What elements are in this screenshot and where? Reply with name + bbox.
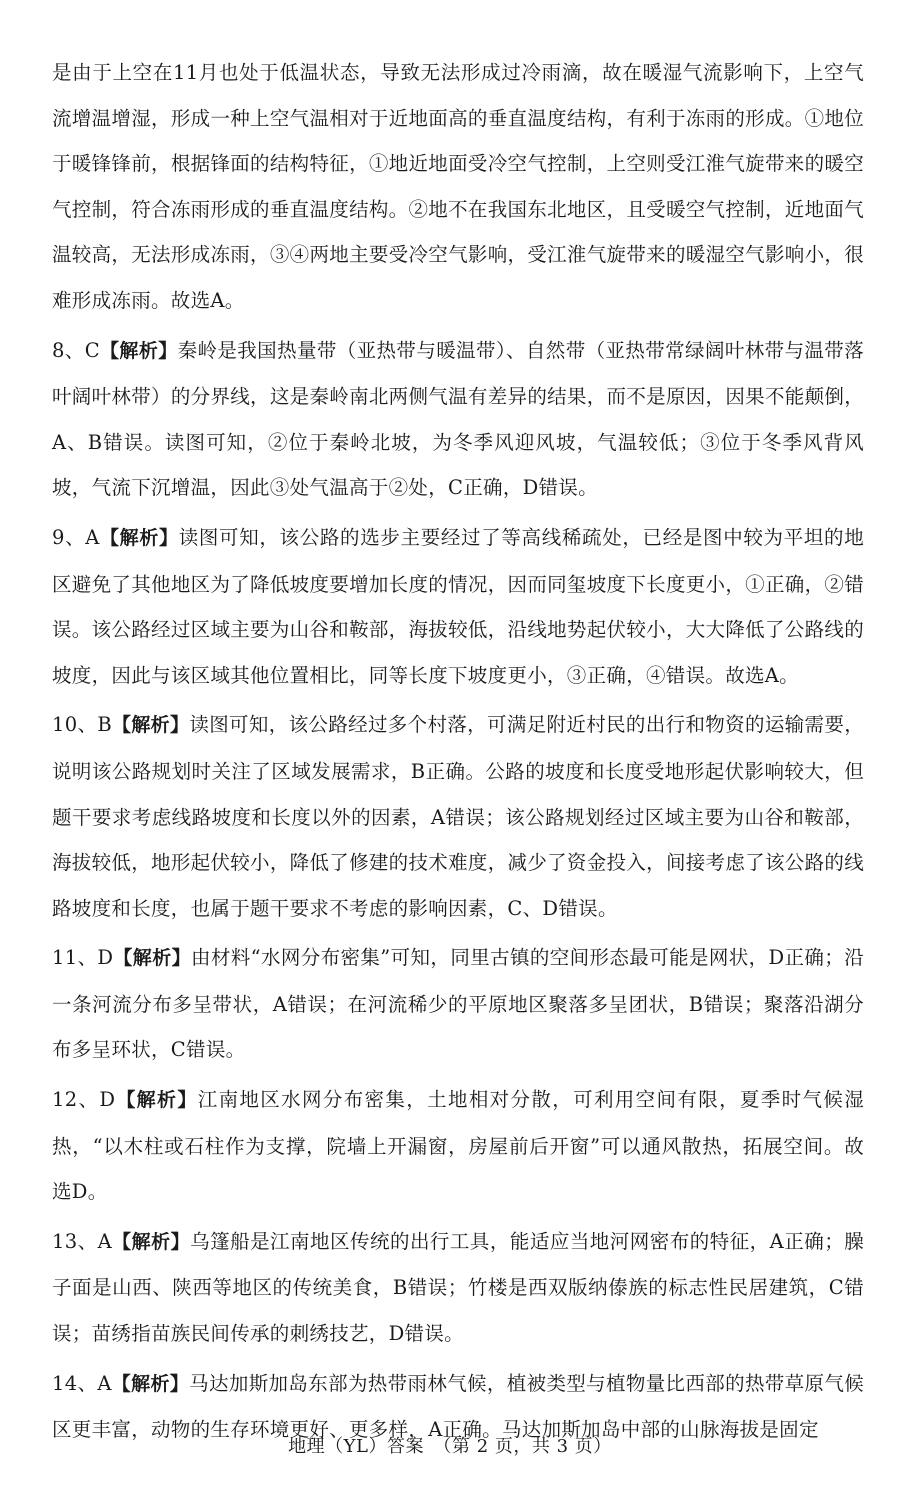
answer-item-8 xyxy=(52,328,864,511)
answer-item-12 xyxy=(52,1077,864,1215)
analysis-tag: 【解析】 xyxy=(99,526,179,549)
answer-letter: B xyxy=(97,713,112,737)
analysis-text: 江南地区水网分布密集，土地相对分散，可利用空间有限，夏季时气候湿热，“以木柱或石柱作为支撑，院墙上开漏窗，房屋前后开窗”可以通风散热，拓展空间。故选D。 xyxy=(52,1088,864,1204)
intro-text: 是由于上空在11月也处于低温状态，导致无法形成过冷雨滴，故在暖湿气流影响下，上空气流增温增湿，形成一种上空气温相对于近地面高的垂直温度结构，有利于冻雨的形成。①地位于暖锋锋前，根据锋面的结构特征，①地近地面受冷空气控制，上空则受江淮气旋带来的暖空气控制，符合冻雨形成的垂直温度结构。②地不在我国东北地区，且受暖空气控制，近地面气温较高，无法形成冻雨，③④两地主要受冷空气影响，受江淮气旋带来的暖湿空气影响小，很难形成冻雨。故选A。 xyxy=(52,61,864,312)
answer-letter: A xyxy=(85,525,100,549)
analysis-text: 乌篷船是江南地区传统的出行工具，能适应当地河网密布的特征，A正确；臊子面是山西、陕西等地区的传统美食，B错误；竹楼是西双版纳傣族的标志性民居建筑，C错误；苗绣指苗族民间传承的刺绣技艺，D错误。 xyxy=(52,1229,864,1346)
analysis-tag: 【解析】 xyxy=(111,1230,191,1253)
analysis-text: 读图可知，该公路的选步主要经过了等高线稀疏处，已经是图中较为平坦的地区避免了其他地区为了降低坡度要增加长度的情况，因而同玺坡度下长度更小，①正确，②错误。该公路经过区域主要为山谷和鞍部，海拔较低，沿线地势起伏较小，大大降低了公路线的坡度，因此与该区域其他位置相比，同等长度下坡度更小，③正确，④错误。故选A。 xyxy=(52,525,865,687)
answer-item-9 xyxy=(52,515,864,698)
answer-item-13 xyxy=(52,1219,864,1357)
page-footer: 地理（YL）答案 （第 2 页，共 3 页） xyxy=(288,1436,612,1457)
analysis-tag: 【解析】 xyxy=(113,947,191,970)
answer-letter: D xyxy=(97,946,114,970)
question-number: 12、 xyxy=(52,1088,100,1112)
analysis-tag: 【解析】 xyxy=(99,339,178,362)
question-number: 14、 xyxy=(52,1371,98,1395)
question-number: 8、 xyxy=(52,338,85,362)
answer-item-11 xyxy=(52,935,864,1073)
answer-item-10 xyxy=(52,702,864,931)
answer-document xyxy=(52,50,864,1457)
answer-letter: A xyxy=(97,1229,112,1253)
question-number: 9、 xyxy=(52,525,86,549)
answer-letter: A xyxy=(97,1371,112,1395)
analysis-tag: 【解析】 xyxy=(111,1372,190,1395)
analysis-tag: 【解析】 xyxy=(111,714,190,737)
analysis-text: 读图可知，该公路经过多个村落，可满足附近村民的出行和物资的运输需要，说明该公路规划时关注了区域发展需求，B正确。公路的坡度和长度受地形起伏影响较大，但题干要求考虑线路坡度和长度以外的因素，A错误；该公路规划经过区域主要为山谷和鞍部，海拔较低，地形起伏较小，降低了修建的技术难度，减少了资金投入，间接考虑了该公路的线路坡度和长度，也属于题干要求不考虑的影响因素，C、D错误。 xyxy=(52,713,865,920)
analysis-text: 由材料“水网分布密集”可知，同里古镇的空间形态最可能是网状，D正确；沿一条河流分布多呈带状，A错误；在河流稀少的平原地区聚落多呈团状，B错误；聚落沿湖分布多呈环状，C错误。 xyxy=(52,946,864,1062)
analysis-text: 马达加斯加岛东部为热带雨林气候，植被类型与植物量比西部的热带草原气候区更丰富，动物的生存环境更好、更多样，A正确。马达加斯加岛中部的山脉海拔是固定 xyxy=(52,1371,864,1442)
question-number: 10、 xyxy=(52,713,98,737)
analysis-text: 秦岭是我国热量带（亚热带与暖温带）、自然带（亚热带常绿阔叶林带与温带落叶阔叶林带）的分界线，这是秦岭南北两侧气温有差异的结果，而不是原因，因果不能颠倒，A、B错误。读图可知，②位于秦岭北坡，为冬季风迎风坡，气温较低；③位于冬季风背风坡，气流下沉增温，因此③处气温高于②处，C正确，D错误。 xyxy=(52,338,864,500)
question-number: 11、 xyxy=(52,946,98,970)
question-number: 13、 xyxy=(52,1229,98,1253)
answer-letter: D xyxy=(99,1088,116,1112)
answer-letter: C xyxy=(84,338,100,362)
analysis-tag: 【解析】 xyxy=(115,1089,198,1112)
intro-paragraph xyxy=(52,50,864,324)
